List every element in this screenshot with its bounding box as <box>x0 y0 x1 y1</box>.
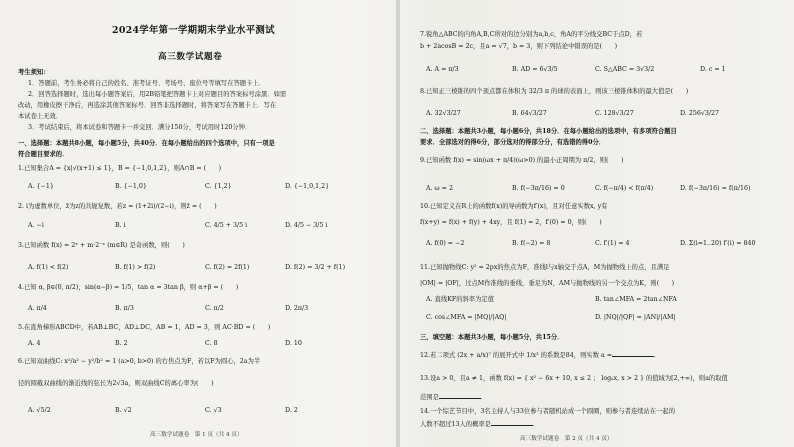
question-4-option-d: D. 2π/3 <box>285 305 309 312</box>
notice-line: 3．考试结束后，将本试卷和答题卡一并交回．满分150分，考试用时120分钟． <box>28 124 252 131</box>
section-1-heading-cont: 符合题目要求的． <box>18 151 69 158</box>
question-13-text: 范围是 <box>420 394 439 401</box>
question-14-text: 人数不超过13人的概率是 <box>420 421 491 428</box>
question-2-option-c: C. 4/5 + 3/5 i <box>205 222 248 229</box>
question-13-stem: 13.设a > 0，且a ≠ 1，函数 f(x) = { x² − 6x + 10, x ≤ 2 ； logₐx, x > 2 } 的值域为[2,+∞)，则a的取值 <box>420 375 728 382</box>
question-6-option-d: D. 2 <box>285 407 298 414</box>
question-5-option-c: C. 8 <box>205 340 218 347</box>
question-5-option-d: D. 10 <box>285 340 302 347</box>
question-6-option-a: A. √5/2 <box>28 407 51 414</box>
question-14-stem: 14.一个综艺节目中，3名主持人与33位参与者随机站成一个圆圈，则参与者连续站在一起的 <box>420 408 676 415</box>
question-6-option-c: C. √3 <box>205 407 222 414</box>
notice-line: 2．回答选择题时，选出每小题答案后，用2B铅笔把答题卡上对应题目的答案标号涂黑．如需 <box>28 91 287 98</box>
question-1-option-a: A. {−1} <box>28 183 54 190</box>
question-3-option-d: D. f(2) = 3/2 + f(1) <box>285 264 346 271</box>
page-footer-left: 高三数学试题卷 第 1 页（共 4 页） <box>150 432 243 438</box>
question-5-option-b: B. 2 <box>115 340 128 347</box>
question-3-option-c: C. f(2) = 2f(1) <box>205 264 250 271</box>
question-4-stem: 4.已知 α, β∈(0, π/2)，sin(α−β) = 1/5，tan α = 3tan β，则 α+β = ( ) <box>18 284 239 291</box>
question-11-stem: 11.已知抛物线C: y² = 2px的焦点为F，准线l与x轴交于点A，M为抛物线上的点，且满足 <box>420 264 670 271</box>
exam-page-1 <box>0 0 396 447</box>
question-8-stem: 8.已知正三棱锥的四个顶点都在体积为 32/3 π 的球的表面上，则该三棱锥体积的最大值是( ) <box>420 88 689 95</box>
answer-blank[interactable] <box>439 392 481 399</box>
question-7-option-c: C. S△ABC = 3√3/2 <box>595 66 655 73</box>
question-10-option-d: D. Σ(i=1..20) f′(i) = 840 <box>680 240 756 247</box>
question-2-option-d: D. 4/5 − 3/5 i <box>285 222 328 229</box>
question-7-stem: 7.锐角△ABC的内角A,B,C所对的边分别为a,b,c，角A的平分线交BC于点D，若 <box>420 31 643 38</box>
question-3-option-b: B. f(1) > f(2) <box>115 264 156 271</box>
notice-line: 改动，用橡皮擦干净后，再选涂其他答案标号．回答非选择题时，将答案写在答题卡上．写在 <box>18 102 277 109</box>
question-11-option-d: D. |NQ|/|QF| = |AN|/|AM| <box>595 314 676 321</box>
exam-page-2 <box>400 0 794 447</box>
question-12-text: 12.若二项式 (2x + a/x)⁷ 的展开式中 1/x³ 的系数是84，则实数 a = <box>420 352 613 359</box>
page-footer-right: 高三数学试题卷 第 2 页（共 4 页） <box>520 436 613 442</box>
question-10-stem-cont: f(x+y) = f(x) + f(y) + 4xy，且 f(1) = 2，f′(0) = 0，则( ) <box>420 219 602 226</box>
question-6-option-b: B. √2 <box>115 407 132 414</box>
answer-blank[interactable] <box>612 350 654 357</box>
question-9-option-b: B. f(−3π/16) = 0 <box>512 185 565 192</box>
question-8-option-b: B. 64√3/27 <box>512 110 547 117</box>
question-7-option-b: B. AD = 6√3/5 <box>512 66 558 73</box>
section-2-heading-cont: 要求．全部选对的得6分，部分选对的得部分分，有选错的得0分． <box>420 139 606 146</box>
question-10-stem: 10.已知定义在R上的函数f(x)的导函数为f′(x)，且对任意实数x, y有 <box>420 203 608 210</box>
question-7-option-a: A. A = π/3 <box>426 66 459 73</box>
question-2-option-b: B. i <box>115 222 126 229</box>
question-11-option-c: C. cos∠MFA = |MQ|/|AQ| <box>426 314 507 321</box>
question-8-option-d: D. 256√3/27 <box>680 110 719 117</box>
question-1-option-d: D. {−1,0,1,2} <box>285 183 330 190</box>
question-9-option-c: C. f(−π/4) < f(π/4) <box>595 185 654 192</box>
section-1-heading: 一、选择题：本题共8小题，每小题5分，共40分．在每小题给出的四个选项中，只有一项是 <box>18 140 275 147</box>
notice-heading: 考生须知： <box>18 69 50 76</box>
question-6-stem: 6.已知双曲线C: x²/a² − y²/b² = 1 (a>0, b>0) 的右焦点为F，若以F为圆心，2a为半 <box>18 358 261 365</box>
question-1-option-c: C. {1,2} <box>205 183 232 190</box>
question-5-option-a: A. 4 <box>28 340 41 347</box>
notice-line: 本试卷上无效． <box>18 113 63 120</box>
question-11-option-a: A. 直线KF的斜率为定值 <box>426 296 494 303</box>
section-3-heading: 三、填空题：本题共3小题，每小题5分，共15分． <box>420 334 564 341</box>
question-6-stem-cont: 径的圆截双曲线的渐近线的弦长为2√3a，则双曲线C的离心率为( ) <box>18 380 214 387</box>
question-11-option-b: B. tan∠MFA = 2tan∠NFA <box>595 296 677 303</box>
question-14-stem-cont: 人数不超过13人的概率是 ． <box>420 421 540 428</box>
exam-title: 2024学年第一学期期末学业水平测试 <box>112 25 275 36</box>
question-1-option-b: B. {−1,0} <box>115 183 147 190</box>
question-7-option-d: D. c = 1 <box>700 66 726 73</box>
exam-subtitle: 高三数学试题卷 <box>158 52 223 62</box>
question-2-option-a: A. −i <box>28 222 44 229</box>
question-2-stem: 2. i为虚数单位，z̄为z的共轭复数，若z = (1+2i)/(2−i)，则z̄ = ( ) <box>18 203 217 210</box>
question-9-option-a: A. ω = 2 <box>426 185 453 192</box>
question-10-option-c: C. f′(1) = 4 <box>595 240 630 247</box>
question-8-option-c: C. 128√3/27 <box>595 110 634 117</box>
question-9-stem: 9.已知函数 f(x) = sin(ωx + π/4)(ω>0) 的最小正周期为 π/2，则( ) <box>420 157 624 164</box>
answer-blank[interactable] <box>491 419 533 426</box>
question-12-stem: 12.若二项式 (2x + a/x)⁷ 的展开式中 1/x³ 的系数是84，则实数 a = ． <box>420 352 661 359</box>
question-3-stem: 3.已知函数 f(x) = 2ˣ + m·2⁻ˣ (m∈R) 是奇函数，则( ) <box>18 242 185 249</box>
question-8-option-a: A. 32√3/27 <box>426 110 461 117</box>
question-9-option-d: D. f(−3π/16) = f(π/16) <box>680 185 751 192</box>
question-4-option-b: B. π/3 <box>115 305 134 312</box>
question-10-option-b: B. f(−2) = 8 <box>512 240 551 247</box>
notice-line: 1．答题前，考生务必将自己的姓名、准考证号、考场号、座位号等填写在答题卡上． <box>28 80 265 87</box>
question-1-stem: 1.已知集合A = {x|√(x+1) ≤ 1}，B = {−1,0,1,2}，则A∩B = ( ) <box>18 165 222 172</box>
section-2-heading: 二、选择题：本题共3小题，每小题6分，共18分．在每小题给出的选项中，有多项符合题目 <box>420 128 677 135</box>
question-4-option-c: C. π/2 <box>205 305 224 312</box>
question-7-stem-cont: b + 2acosB = 2c，且a = √7，b = 3，则下列结论中错误的是( ) <box>420 43 618 50</box>
question-11-stem-cont: |OM| = |OF|，过点M作准线的垂线，垂足为N，AM与抛物线的另一个交点为K，则( ) <box>420 280 675 287</box>
question-4-option-a: A. π/4 <box>28 305 47 312</box>
question-5-stem: 5.在直角梯形ABCD中，若AB⊥BC，AD⊥DC，AB = 1，AD = 3，则 AC·BD = ( ) <box>18 324 271 331</box>
question-3-option-a: A. f(1) < f(2) <box>28 264 69 271</box>
question-13-stem-cont: 范围是 ． <box>420 394 488 401</box>
question-10-option-a: A. f(0) = −2 <box>426 240 465 247</box>
